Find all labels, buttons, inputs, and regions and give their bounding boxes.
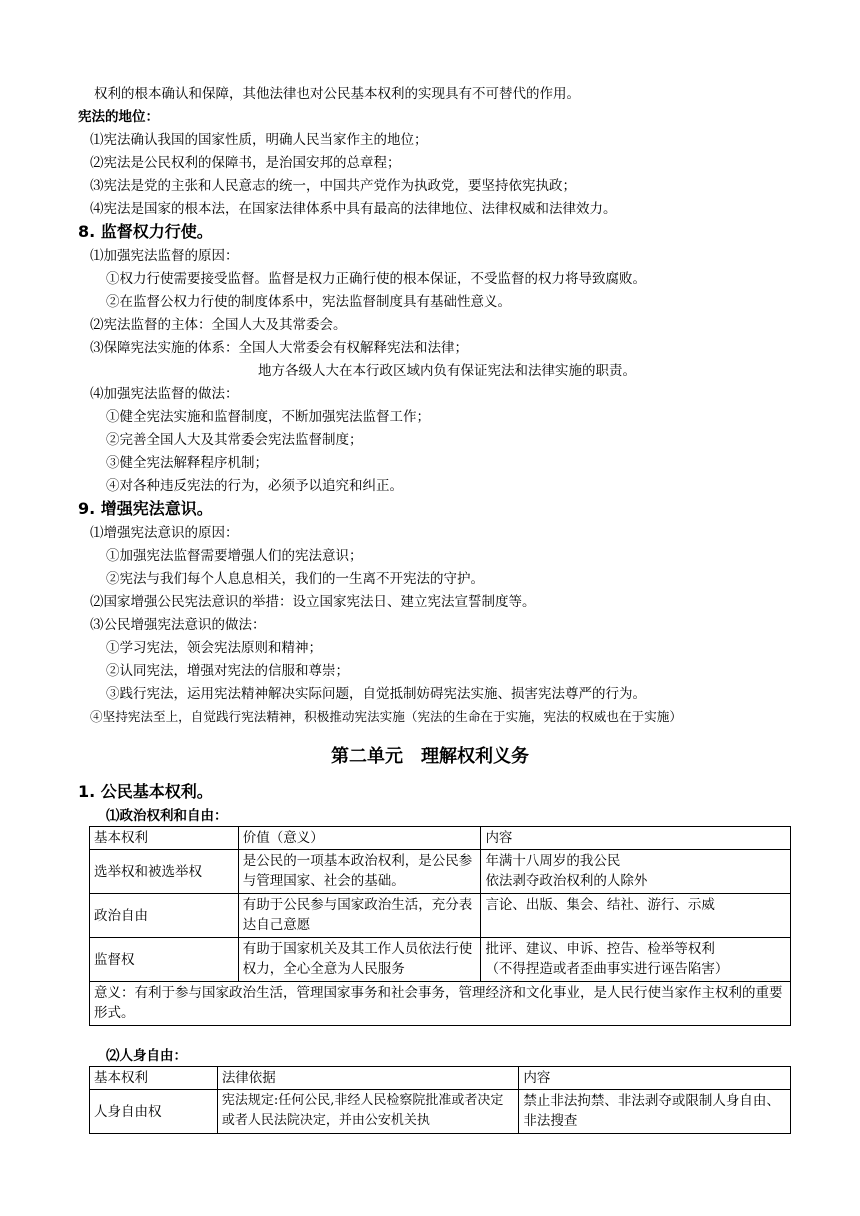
right-name-cell: 人身自由权: [90, 1090, 218, 1134]
text-line: ⑴增强宪法意识的原因：: [90, 525, 239, 541]
text-line: ⑵宪法监督的主体：全国人大及其常委会。: [90, 317, 347, 333]
sub-heading-political-rights: ⑴政治权利和自由：: [106, 808, 228, 824]
value-cell: 有助于公民参与国家政治生活，充分表达自己意愿: [238, 894, 481, 938]
section-heading-9: 9. 增强宪法意识。: [78, 499, 213, 518]
header-cell: 基本权利: [90, 827, 239, 850]
right-name-cell: 监督权: [90, 938, 239, 982]
value-cell: 是公民的一项基本政治权利，是公民参与管理国家、社会的基础。: [238, 850, 481, 894]
text-line: ③践行宪法，运用宪法精神解决实际问题，自觉抵制妨碍宪法实施、损害宪法尊严的行为。: [106, 686, 646, 702]
text-line: ①学习宪法，领会宪法原则和精神；: [106, 640, 322, 656]
table-row: [90, 938, 791, 982]
text-line: ②认同宪法，增强对宪法的信服和尊崇；: [106, 663, 349, 679]
text-line: ⑶公民增强宪法意识的做法：: [90, 617, 266, 633]
text-line: ①健全宪法实施和监督制度，不断加强宪法监督工作；: [106, 409, 430, 425]
text-line: ④坚持宪法至上，自觉践行宪法精神，积极推动宪法实施（宪法的生命在于实施，宪法的权威也在于实施）: [90, 709, 682, 724]
legal-basis-cell: 宪法规定:任何公民,非经人民检察院批准或者决定或者人民法院决定，并由公安机关执: [217, 1090, 519, 1134]
section-heading-1: 1. 公民基本权利。: [78, 782, 213, 801]
right-name-cell: 政治自由: [90, 894, 239, 938]
personal-freedom-table: [89, 1066, 791, 1134]
table-row: [90, 1090, 791, 1134]
table-footer-row: [90, 982, 791, 1026]
political-rights-table: [89, 826, 791, 1026]
text-line: 地方各级人大在本行政区域内负有保证宪法和法律实施的职责。: [258, 363, 636, 379]
significance-cell: 意义：有利于参与国家政治生活，管理国家事务和社会事务，管理经济和文化事业，是人民行使当家作主权利的重要形式。: [90, 982, 791, 1026]
content-line: 依法剥夺政治权利的人除外: [485, 873, 648, 889]
text-line: ④对各种违反宪法的行为，必须予以追究和纠正。: [106, 478, 403, 494]
content-line: （不得捏造或者歪曲事实进行诬告陷害）: [485, 961, 729, 977]
text-line: ⑵国家增强公民宪法意识的举措：设立国家宪法日、建立宪法宣誓制度等。: [90, 594, 536, 610]
text-line: ①加强宪法监督需要增强人们的宪法意识；: [106, 548, 363, 564]
text-line: ⑷宪法是国家的根本法，在国家法律体系中具有最高的法律地位、法律权威和法律效力。: [90, 201, 617, 217]
text-line: ②在监督公权力行使的制度体系中，宪法监督制度具有基础性意义。: [106, 294, 511, 310]
right-name-cell: 选举权和被选举权: [90, 850, 239, 894]
section-heading-8: 8. 监督权力行使。: [78, 222, 213, 241]
header-cell: 内容: [519, 1067, 791, 1090]
header-cell: 基本权利: [90, 1067, 218, 1090]
content-line: 年满十八周岁的我公民: [485, 853, 621, 869]
header-cell: 内容: [481, 827, 791, 850]
table-row: [90, 850, 791, 894]
header-cell: 法律依据: [217, 1067, 519, 1090]
header-cell: 价值（意义）: [238, 827, 481, 850]
table-header-row: [90, 827, 791, 850]
content-cell: [481, 894, 791, 938]
text-line: ⑴加强宪法监督的原因：: [90, 248, 239, 264]
content-line: 言论、出版、集会、结社、游行、示威: [485, 897, 715, 913]
heading-constitution-status: 宪法的地位：: [78, 109, 159, 125]
table-row: [90, 894, 791, 938]
text-line: ⑷加强宪法监督的做法：: [90, 386, 239, 402]
text-line: 权利的根本确认和保障，其他法律也对公民基本权利的实现具有不可替代的作用。: [94, 86, 580, 102]
unit-title: 第二单元 理解权利义务: [331, 746, 529, 767]
text-line: ①权力行使需要接受监督。监督是权力正确行使的根本保证，不受监督的权力将导致腐败。: [106, 271, 646, 287]
text-line: ⑶保障宪法实施的体系：全国人大常委会有权解释宪法和法律；: [90, 340, 468, 356]
text-line: ②完善全国人大及其常委会宪法监督制度；: [106, 432, 363, 448]
content-cell: 禁止非法拘禁、非法剥夺或限制人身自由、非法搜查: [519, 1090, 791, 1134]
text-line: ②宪法与我们每个人息息相关，我们的一生离不开宪法的守护。: [106, 571, 484, 587]
content-cell: [481, 938, 791, 982]
text-line: ⑵宪法是公民权利的保障书，是治国安邦的总章程；: [90, 155, 401, 171]
content-line: 批评、建议、申诉、控告、检举等权利: [485, 941, 715, 957]
text-line: ⑶宪法是党的主张和人民意志的统一，中国共产党作为执政党，要坚持依宪执政；: [90, 178, 576, 194]
content-cell: [481, 850, 791, 894]
table-header-row: [90, 1067, 791, 1090]
sub-heading-personal-freedom: ⑵人身自由：: [106, 1048, 187, 1064]
text-line: ⑴宪法确认我国的国家性质，明确人民当家作主的地位；: [90, 132, 428, 148]
value-cell: 有助于国家机关及其工作人员依法行使权力，全心全意为人民服务: [238, 938, 481, 982]
text-line: ③健全宪法解释程序机制；: [106, 455, 268, 471]
